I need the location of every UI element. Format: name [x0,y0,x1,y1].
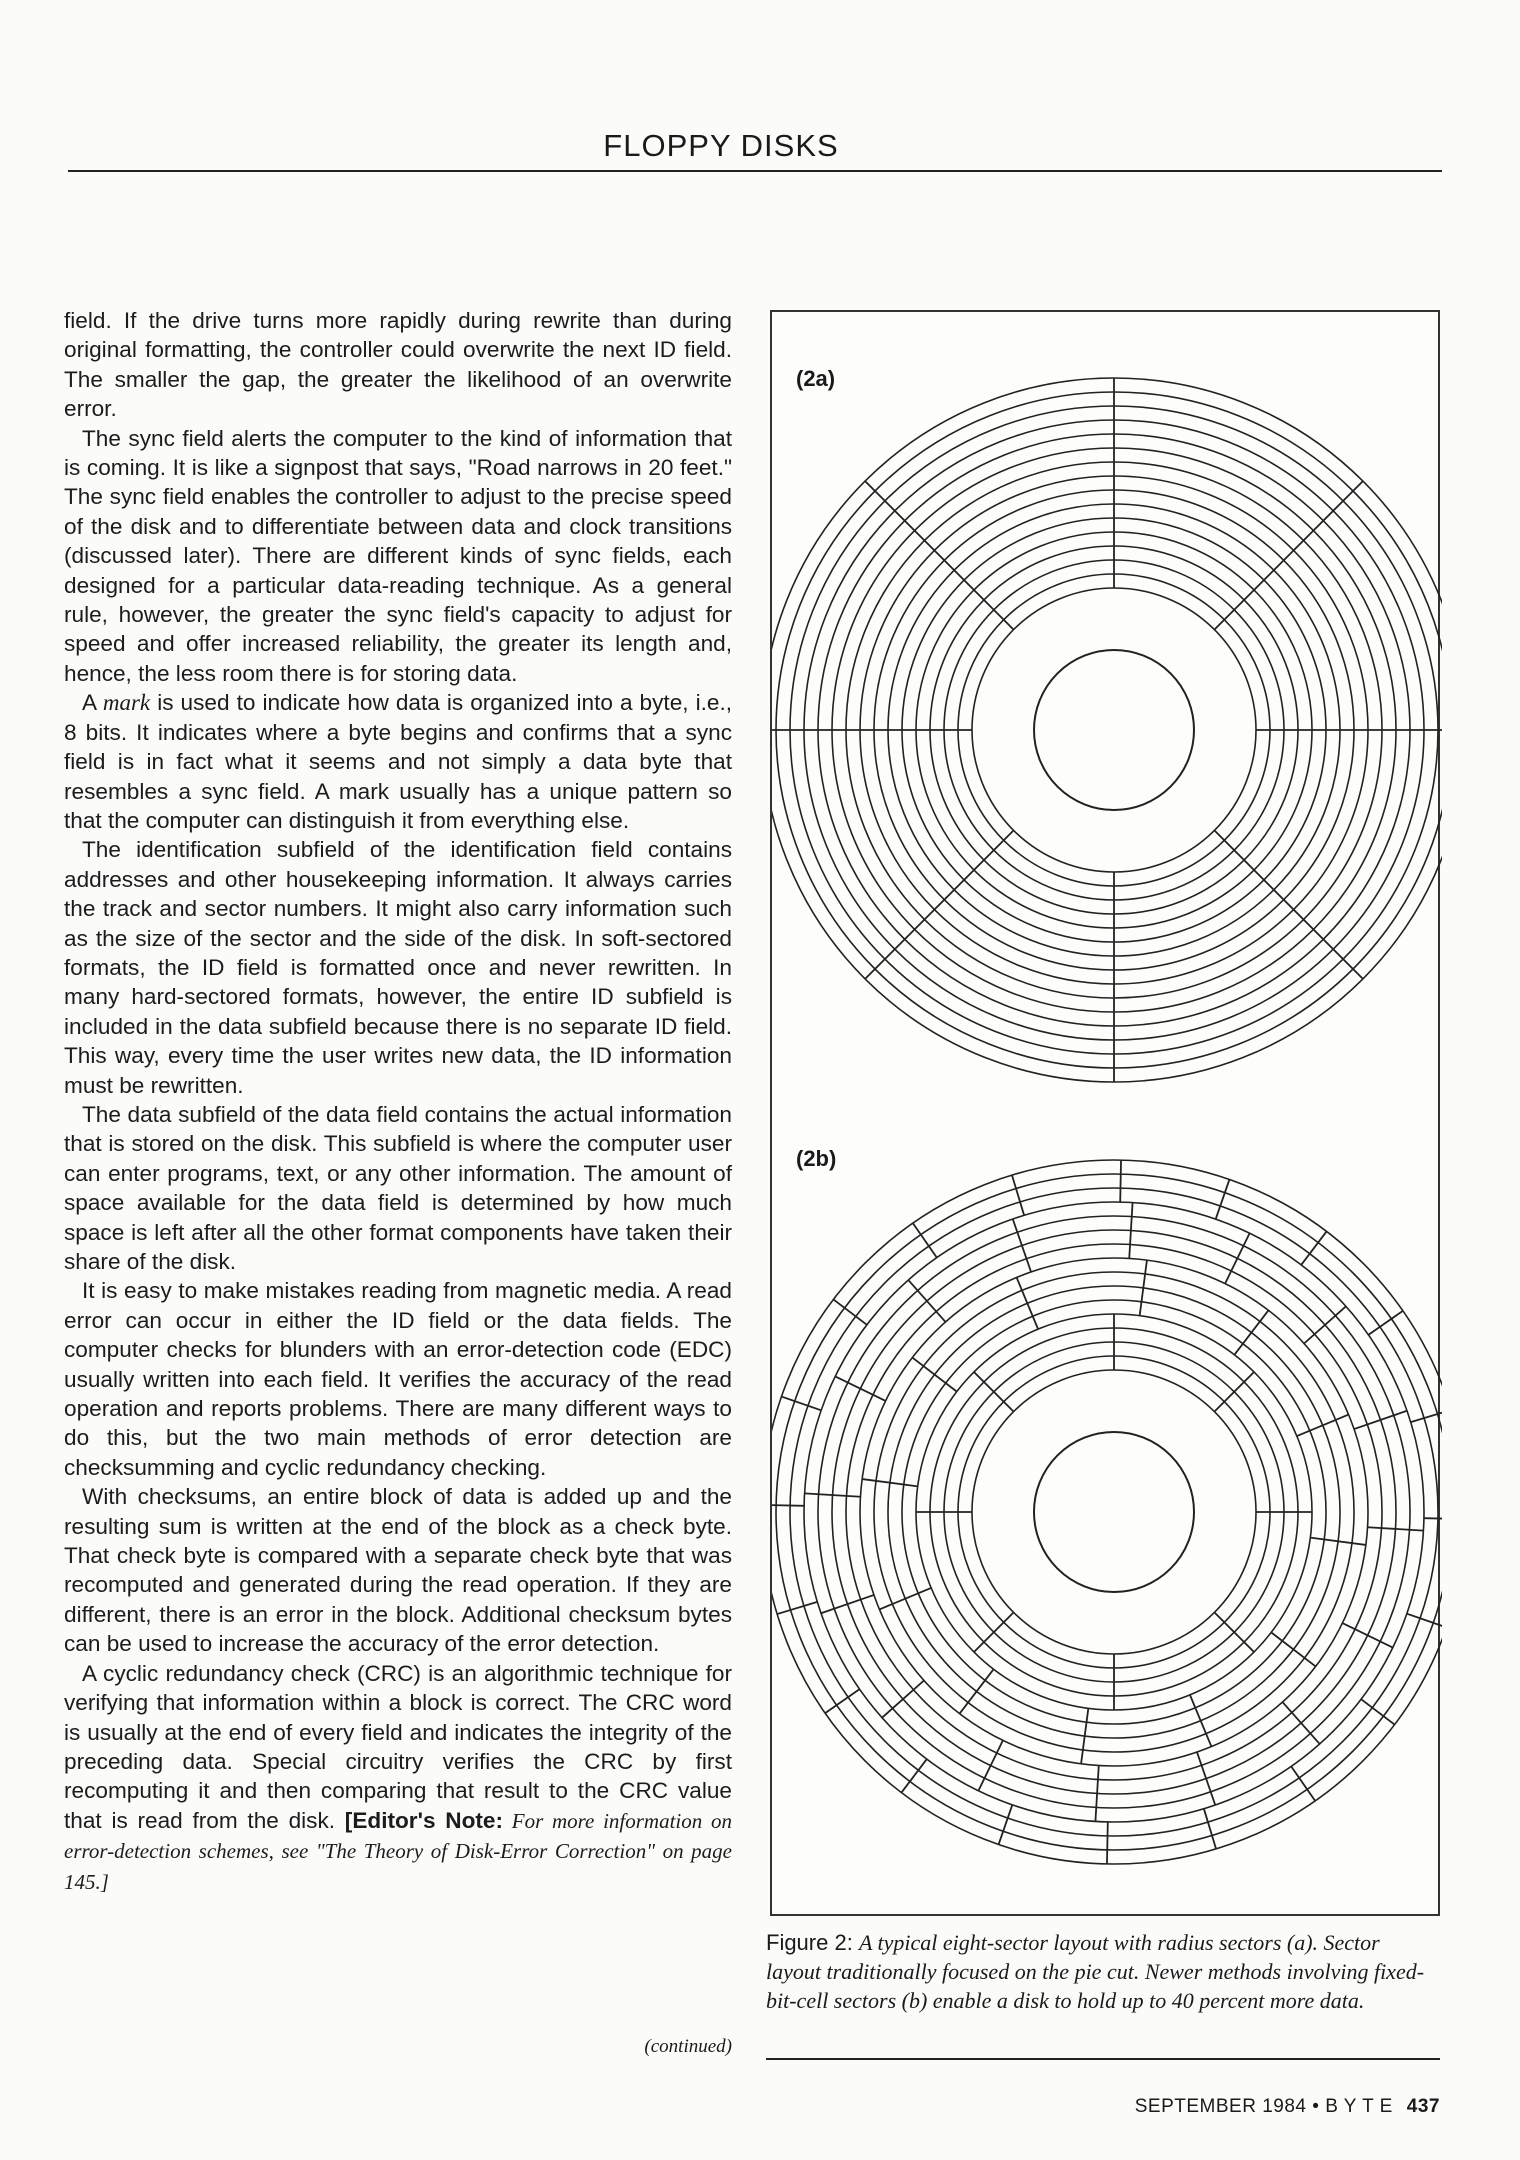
sector-divider [1120,1160,1121,1202]
sector-divider [1107,1822,1108,1864]
sector-divider [781,1397,821,1411]
figure-label-2a: (2a) [796,366,836,391]
sector-divider [1012,1175,1024,1215]
sector-divider [833,1299,866,1324]
sector-divider [999,1805,1013,1845]
track-ring [972,1370,1256,1654]
article-body [64,306,732,1897]
sector-divider [1368,1311,1402,1335]
page-footer [1135,2096,1440,2118]
track-ring [804,1202,1424,1822]
sector-divider [960,1669,994,1713]
disk-diagram-fixed-bit-cell-sectors [772,1092,1442,1892]
paragraph-6: It is easy to make mistakes reading from magnetic media. A read error can occur in either the ID field or the data fields. The computer checks for blunders with an error-detection code (EDC) usually written into each field. It verifies the accuracy of the read operation and reports problems. There are many different ways to do this, but the two main methods of error detection are checksumming and cyclic redundancy checking. [64,1278,732,1480]
paragraph-1: field. If the drive turns more rapidly during rewrite than during original formatting, the controller could overwrite the next ID field. The smaller the gap, the greater the likelihood of an overwrite error. [64,308,732,422]
sector-divider [1271,1632,1315,1666]
sector-divider [1424,1518,1442,1519]
paragraph-5: The data subfield of the data field contains the actual information that is stored on the disk. This subfield is where the computer user can enter programs, text, or any other information. The amount of space available for the data field is determined by how much space is left after all the other format components have taken their share of the disk. [64,1101,732,1274]
header-rule [68,170,1442,172]
paragraph-4: The identification subfield of the identification field contains addresses and other housekeeping information. It always carries the track and sector numbers. It might also carry information such as the size of the sector and the side of the disk. In soft-sectored formats, the ID field is formatted once and never rewritten. In many hard-sectored formats, however, the entire ID subfield is included in the data subfield because there is no separate ID field. This way, every time the user writes new data, the ID information must be rewritten. [64,837,732,1098]
sector-divider [974,1612,1014,1652]
sector-divider [1214,1612,1254,1652]
caption-label: Figure 2: [766,1930,859,1955]
page-number: 437 [1406,2096,1440,2117]
paragraph-7: With checksums, an entire block of data is added up and the resulting sum is written at the end of the block as a check byte. That check byte is compared with a separate check byte that was recomputed and generated during the read operation. If they are different, there is an error in the block. Additional checksum bytes can be used to increase the accuracy of the error detection. [64,1484,732,1657]
track-ring [972,588,1256,872]
hub-circle [1034,1432,1194,1592]
p8-text: A cyclic redundancy check (CRC) is an algorithmic technique for verifying that information within a block is correct. The CRC word is usually at the end of every field and indicates the integrity of the preceding data. Special circuitry verifies the CRC by first recomputing it and then comparing that result to the CRC value that is read from the disk. [64,1660,732,1833]
sector-divider [777,1602,817,1614]
sector-divider [1407,1614,1442,1628]
track-ring [776,1174,1442,1850]
sector-divider [865,481,1013,629]
sector-divider [1234,1310,1268,1354]
sector-divider [1291,1766,1315,1800]
sector-divider [1283,1702,1320,1744]
sector-divider [1204,1809,1216,1849]
track-ring [772,1160,1442,1864]
sector-divider [1342,1623,1392,1647]
sector-divider [1013,1219,1031,1272]
sector-divider [1214,830,1362,978]
disk-diagram-radius-sectors [772,312,1442,1092]
paragraph-2: The sync field alerts the computer to the kind of information that is coming. It is like a signpost that says, "Road narrows in 20 feet." The sync field enables the controller to adjust to the precise speed of the disk and to differentiate between data and clock transitions (discussed later). There are different kinds of sync fields, each designed for a particular data-reading technique. As a general rule, however, the greater the sync field's capacity to adjust for speed and offer increased reliability, the greater its length and, hence, the less room there is for storing data. [64,425,732,686]
figure-caption [766,1928,1426,2015]
caption-rule [766,2058,1440,2060]
running-header: FLOPPY DISKS [603,128,839,163]
sector-divider [865,830,1013,978]
sector-divider [974,1372,1014,1412]
sector-divider [821,1595,874,1613]
sector-divider [882,1681,924,1718]
paragraph-3 [64,688,732,835]
sector-divider [1216,1179,1230,1219]
figure-2-box [770,310,1440,1916]
paragraph-8 [64,1659,732,1897]
sector-divider [912,1358,956,1392]
p3-emphasis: mark [102,690,151,716]
sector-divider [978,1740,1002,1790]
sector-divider [1225,1233,1249,1283]
sector-divider [1301,1231,1326,1264]
sector-divider [1361,1699,1394,1724]
track-ring [818,1216,1410,1808]
editors-note-label: [Editor's Note: [344,1807,504,1833]
p3-start: A [82,690,103,716]
sector-divider [1304,1306,1346,1343]
sector-divider [901,1759,926,1792]
footer-issue: SEPTEMBER 1984 • B Y T E [1134,2096,1393,2117]
continued-marker: (continued) [644,2036,732,2057]
sector-divider [772,1505,804,1506]
sector-divider [908,1280,945,1322]
editors-note-body: For more information on error-detection schemes, see "The Theory of Disk-Error Correction" on page 145.] [64,1808,732,1894]
sector-divider [835,1376,885,1400]
p3-rest: is used to indicate how data is organized into a byte, i.e., 8 bits. It indicates where a byte begins and confirms that a sync field is in fact what it seems and not simply a data byte that resembles a sync field. A mark usually has a unique pattern so that the computer can distinguish it from everything else. [64,690,732,833]
sector-divider [913,1223,937,1257]
sector-divider [1354,1411,1407,1429]
hub-circle [1034,650,1194,810]
figure-label-2b: (2b) [796,1146,837,1171]
sector-divider [1197,1752,1215,1805]
caption-text: A typical eight-sector layout with radius sectors (a). Sector layout traditionally focused on the pie cut. Newer methods involving fixed-bit-cell sectors (b) enable a disk to hold up to 40 percent more data. [766,1930,1425,2013]
sector-divider [1214,481,1362,629]
sector-divider [825,1689,859,1713]
sector-divider [1214,1372,1254,1412]
